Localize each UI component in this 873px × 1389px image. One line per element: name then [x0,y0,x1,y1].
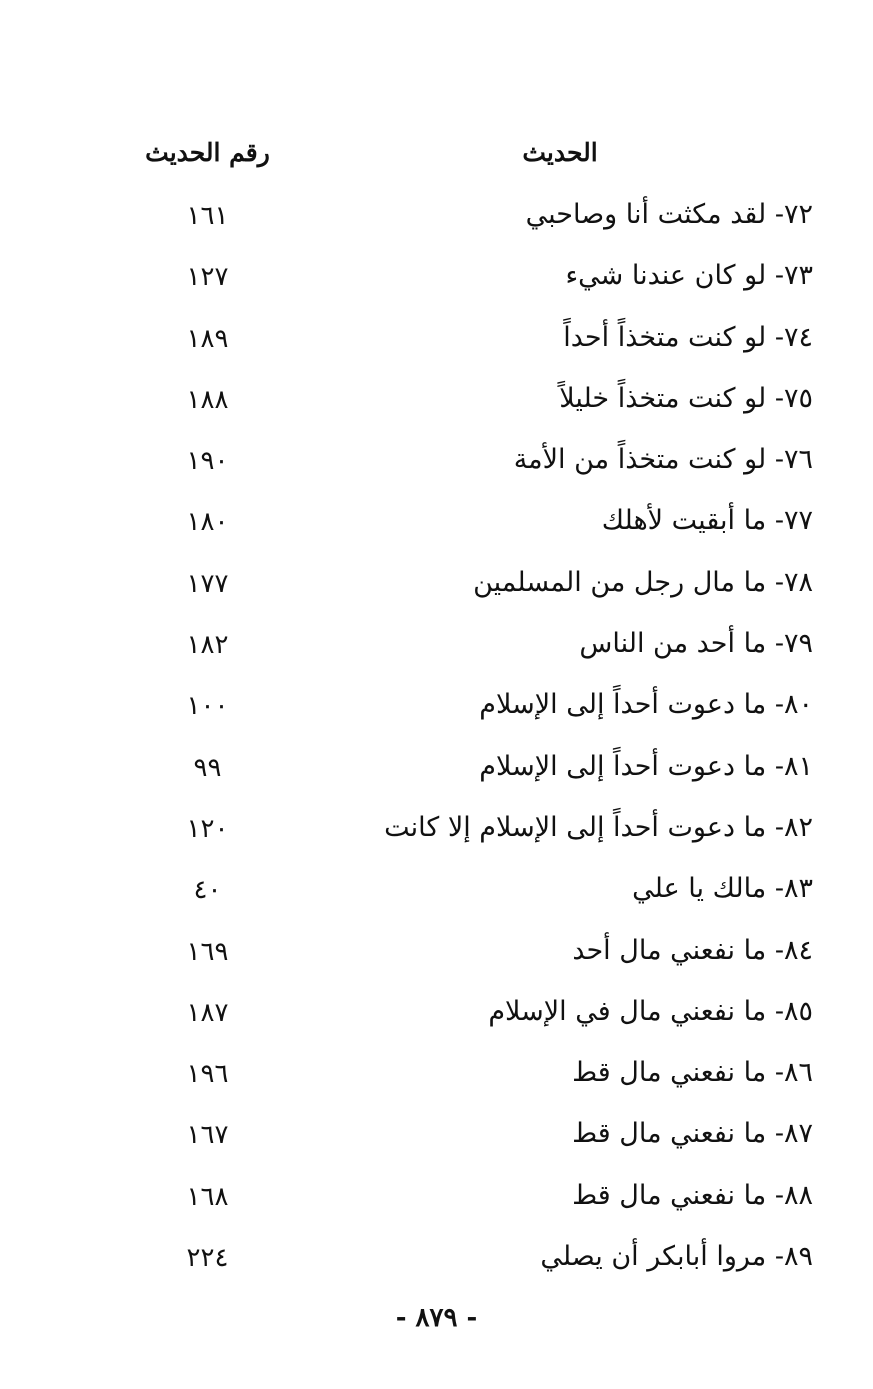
table-row [0,869,873,930]
hadith-title: ٨٥- ما نفعني مال في الإسلام [488,995,813,1027]
hadith-title: ٧٨- ما مال رجل من المسلمين [473,566,813,598]
hadith-number: ١٨٧ [186,997,229,1028]
table-row [0,1237,873,1298]
hadith-title: ٨٢- ما دعوت أحداً إلى الإسلام إلا كانت [384,811,813,843]
table-row [0,1176,873,1237]
hadith-title: ٧٢- لقد مكثت أنا وصاحبي [525,199,813,230]
table-row [0,624,873,685]
hadith-number: ١٦٧ [186,1120,229,1151]
hadith-number: ١٨٠ [186,507,229,538]
table-row [0,1114,873,1175]
table-row [0,1053,873,1114]
hadith-title: ٧٦- لو كنت متخذاً من الأمة [513,444,813,476]
table-row [0,318,873,379]
hadith-index-list [0,195,873,1298]
hadith-number: ١٨٨ [186,384,229,415]
hadith-number: ٩٩ [193,752,222,783]
hadith-number: ١٢٠ [186,813,229,844]
table-row [0,747,873,808]
header-hadith: الحديث [522,138,598,167]
hadith-title: ٨٨- ما نفعني مال قط [572,1179,813,1211]
hadith-title: ٧٤- لو كنت متخذاً أحداً [563,321,813,353]
hadith-title: ٨٧- ما نفعني مال قط [572,1118,813,1150]
hadith-number: ١٦٨ [186,1181,229,1212]
hadith-title: ٧٥- لو كنت متخذاً خليلاً [559,382,813,414]
hadith-title: ٧٧- ما أبقيت لأهلك [601,505,813,537]
page-number: - ٨٧٩ - [395,1303,478,1333]
table-row [0,992,873,1053]
table-row [0,501,873,562]
hadith-number: ٤٠ [193,875,222,906]
hadith-number: ١٦١ [186,201,229,231]
header-hadith-number: رقم الحديث [145,138,270,167]
hadith-number: ٢٢٤ [186,1243,229,1274]
hadith-title: ٨٠- ما دعوت أحداً إلى الإسلام [479,689,813,721]
hadith-title: ٨٤- ما نفعني مال أحد [572,934,813,966]
hadith-number: ١٠٠ [186,691,229,722]
table-row [0,440,873,501]
table-row [0,256,873,317]
hadith-title: ٨١- ما دعوت أحداً إلى الإسلام [479,750,813,782]
hadith-number: ١٦٩ [186,936,229,967]
hadith-number: ١٨٢ [186,630,229,661]
hadith-title: ٧٣- لو كان عندنا شيء [565,260,813,292]
hadith-title: ٧٩- ما أحد من الناس [579,628,813,660]
table-row [0,685,873,746]
table-row [0,379,873,440]
hadith-number: ١٩٦ [186,1059,229,1090]
table-header [0,138,873,182]
hadith-title: ٨٦- ما نفعني مال قط [572,1057,813,1089]
hadith-number: ١٧٧ [186,568,229,599]
table-row [0,563,873,624]
table-row [0,931,873,992]
hadith-title: ٨٩- مروا أبابكر أن يصلي [540,1241,813,1273]
hadith-number: ١٩٠ [186,446,229,477]
hadith-number: ١٢٧ [186,262,229,293]
hadith-title: ٨٣- مالك يا علي [632,873,813,905]
table-row [0,808,873,869]
table-row [0,195,873,256]
hadith-number: ١٨٩ [186,323,229,354]
